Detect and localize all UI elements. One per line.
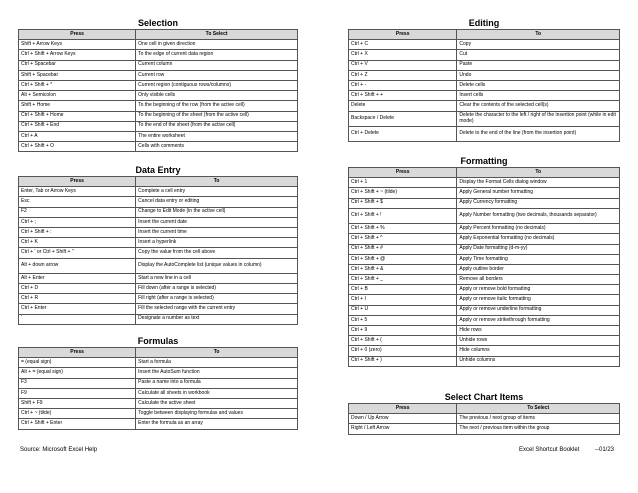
table-row: [349, 356, 620, 366]
shortcut-action-cell: Paste: [457, 60, 620, 70]
section-formulas: [18, 335, 298, 430]
column-header-press: Press: [349, 404, 457, 414]
shortcut-keys-cell: Ctrl + B: [349, 285, 457, 295]
shortcut-keys-cell: Ctrl + K: [19, 238, 136, 248]
table-row: [19, 131, 298, 141]
shortcut-table: [348, 29, 620, 142]
shortcut-table: [18, 176, 298, 325]
shortcut-keys-cell: Ctrl + Spacebar: [19, 60, 136, 70]
footer-page-number: --01/23: [595, 447, 615, 453]
shortcut-action-cell: Insert cells: [457, 91, 620, 101]
table-row: [19, 111, 298, 121]
shortcut-keys-cell: Delete: [349, 101, 457, 111]
column-header-press: Press: [19, 348, 136, 358]
shortcut-keys-cell: Ctrl + A: [19, 131, 136, 141]
shortcut-keys-cell: F3: [19, 378, 136, 388]
table-row: [349, 101, 620, 111]
section-title: Select Chart Items: [444, 392, 524, 402]
table-row: [349, 126, 620, 141]
table-row: [349, 91, 620, 101]
shortcut-keys-cell: Ctrl + ~ (tilde): [19, 409, 136, 419]
shortcut-keys-cell: Ctrl + Shift + (: [349, 336, 457, 346]
shortcut-keys-cell: = (equal sign): [19, 358, 136, 368]
shortcut-keys-cell: Ctrl + Shift + Home: [19, 111, 136, 121]
shortcut-keys-cell: Ctrl + ;: [19, 217, 136, 227]
table-row: [19, 409, 298, 419]
column-header-action: To Select: [136, 30, 298, 40]
table-row: [19, 197, 298, 207]
shortcut-keys-cell: ': [19, 314, 136, 324]
shortcut-action-cell: Unhide rows: [457, 336, 620, 346]
table-row: [19, 358, 298, 368]
table-row: [19, 368, 298, 378]
shortcut-action-cell: Designate a number as text: [136, 314, 298, 324]
shortcut-action-cell: The previous / next group of items: [457, 414, 620, 424]
shortcut-action-cell: Display the Format Cells dialog window: [457, 178, 620, 188]
shortcut-keys-cell: Ctrl + X: [349, 50, 457, 60]
shortcut-action-cell: Undo: [457, 70, 620, 80]
section-title: Selection: [137, 18, 178, 28]
table-row: [19, 40, 298, 50]
shortcut-action-cell: Change to Edit Mode (in the active cell): [136, 207, 298, 217]
shortcut-action-cell: Paste a name into a formula: [136, 378, 298, 388]
section-editing: [348, 17, 620, 142]
table-row: [19, 91, 298, 101]
shortcut-action-cell: Calculate the active sheet: [136, 398, 298, 408]
shortcut-keys-cell: Ctrl + D: [19, 284, 136, 294]
shortcut-keys-cell: Alt + down arrow: [19, 258, 136, 273]
shortcut-action-cell: Apply General number formatting: [457, 188, 620, 198]
table-row: [19, 187, 298, 197]
section-title: Formulas: [137, 336, 179, 346]
shortcut-table: [18, 347, 298, 430]
shortcut-keys-cell: Ctrl + Shift + *: [19, 80, 136, 90]
shortcut-action-cell: Insert the current time: [136, 227, 298, 237]
table-row: [19, 50, 298, 60]
shortcut-action-cell: Start a new line in a cell: [136, 273, 298, 283]
shortcut-action-cell: Apply Time formatting: [457, 254, 620, 264]
table-row: [19, 101, 298, 111]
shortcut-action-cell: Apply Exponential formatting (no decimals): [457, 234, 620, 244]
shortcut-action-cell: Remove all borders: [457, 275, 620, 285]
shortcut-keys-cell: Alt + Enter: [19, 273, 136, 283]
shortcut-table: [348, 167, 620, 367]
section-title: Editing: [468, 18, 500, 28]
shortcut-action-cell: Hide rows: [457, 326, 620, 336]
table-row: [349, 198, 620, 208]
shortcut-action-cell: Copy the value from the cell above: [136, 248, 298, 258]
shortcut-action-cell: The next / previous item within the group: [457, 424, 620, 434]
table-row: [19, 207, 298, 217]
shortcut-action-cell: One cell in given direction: [136, 40, 298, 50]
shortcut-action-cell: Calculate all sheets in workbook: [136, 388, 298, 398]
column-header-press: Press: [349, 168, 457, 178]
shortcut-keys-cell: Ctrl + Shift + #: [349, 244, 457, 254]
shortcut-action-cell: Fill right (after a range is selected): [136, 294, 298, 304]
shortcut-keys-cell: Ctrl + I: [349, 295, 457, 305]
section-selection: [18, 17, 298, 152]
shortcut-keys-cell: Ctrl + Shift + !: [349, 208, 457, 223]
table-row: [19, 398, 298, 408]
shortcut-action-cell: Apply Currency formatting: [457, 198, 620, 208]
shortcut-keys-cell: Ctrl + ' or Ctrl + Shift + ": [19, 248, 136, 258]
table-row: [19, 227, 298, 237]
shortcut-keys-cell: Shift + F9: [19, 398, 136, 408]
footer-booklet: Excel Shortcut Booklet: [519, 447, 580, 453]
shortcut-keys-cell: Ctrl + Shift + :: [19, 227, 136, 237]
shortcut-keys-cell: Shift + Spacebar: [19, 70, 136, 80]
shortcut-keys-cell: Ctrl + Shift + $: [349, 198, 457, 208]
shortcut-action-cell: To the end of the sheet (from the active cell): [136, 121, 298, 131]
table-row: [19, 217, 298, 227]
table-row: [19, 419, 298, 429]
table-row: [19, 248, 298, 258]
shortcut-keys-cell: Ctrl + C: [349, 40, 457, 50]
shortcut-keys-cell: Ctrl + Shift + End: [19, 121, 136, 131]
shortcut-keys-cell: Ctrl + Shift + %: [349, 224, 457, 234]
shortcut-action-cell: Display the AutoComplete list (unique values in column): [136, 258, 298, 273]
shortcut-keys-cell: Alt + = (equal sign): [19, 368, 136, 378]
table-row: [19, 378, 298, 388]
shortcut-keys-cell: Ctrl + R: [19, 294, 136, 304]
shortcut-action-cell: Apply or remove underline formatting: [457, 305, 620, 315]
table-row: [349, 208, 620, 223]
shortcut-action-cell: Fill the selected range with the current entry: [136, 304, 298, 314]
table-row: [349, 414, 620, 424]
column-header-press: Press: [19, 30, 136, 40]
shortcut-action-cell: Start a formula: [136, 358, 298, 368]
section-chart-items: [348, 391, 620, 435]
table-row: [349, 244, 620, 254]
shortcut-action-cell: Insert a hyperlink: [136, 238, 298, 248]
shortcut-keys-cell: Down / Up Arrow: [349, 414, 457, 424]
shortcut-action-cell: Cut: [457, 50, 620, 60]
table-row: [349, 326, 620, 336]
shortcut-keys-cell: Ctrl + Shift + &: [349, 264, 457, 274]
section-title: Formatting: [460, 156, 508, 166]
shortcut-action-cell: Enter the formula as an array: [136, 419, 298, 429]
shortcut-keys-cell: Backspace / Delete: [349, 111, 457, 126]
table-row: [19, 314, 298, 324]
shortcut-action-cell: Current row: [136, 70, 298, 80]
shortcut-keys-cell: Ctrl + 0 (zero): [349, 346, 457, 356]
shortcut-action-cell: Unhide columns: [457, 356, 620, 366]
shortcut-action-cell: Delete cells: [457, 80, 620, 90]
shortcut-action-cell: To the beginning of the row (from the active cell): [136, 101, 298, 111]
shortcut-keys-cell: Ctrl + Shift + Enter: [19, 419, 136, 429]
table-row: [349, 346, 620, 356]
shortcut-keys-cell: Ctrl + Delete: [349, 126, 457, 141]
table-row: [19, 388, 298, 398]
shortcut-action-cell: Insert the AutoSum function: [136, 368, 298, 378]
shortcut-table: [348, 403, 620, 435]
column-header-press: Press: [349, 30, 457, 40]
table-row: [19, 121, 298, 131]
table-row: [349, 275, 620, 285]
shortcut-keys-cell: Ctrl + Shift + _: [349, 275, 457, 285]
table-row: [349, 254, 620, 264]
table-row: [349, 305, 620, 315]
shortcut-action-cell: Fill down (after a range is selected): [136, 284, 298, 294]
footer-source: Source: Microsoft Excel Help: [20, 447, 98, 453]
shortcut-keys-cell: Alt + Semicolon: [19, 91, 136, 101]
column-header-action: To: [457, 30, 620, 40]
section-data-entry: [18, 164, 298, 325]
column-header-press: Press: [19, 177, 136, 187]
shortcut-action-cell: To the edge of current data region: [136, 50, 298, 60]
shortcut-action-cell: Apply Number formatting (two decimals, thousands separator): [457, 208, 620, 223]
table-row: [349, 224, 620, 234]
shortcut-action-cell: Hide columns: [457, 346, 620, 356]
shortcut-action-cell: Toggle between displaying formulas and values: [136, 409, 298, 419]
shortcut-action-cell: To the beginning of the sheet (from the active cell): [136, 111, 298, 121]
section-title: Data Entry: [135, 165, 181, 175]
shortcut-keys-cell: Enter, Tab or Arrow Keys: [19, 187, 136, 197]
shortcut-keys-cell: Ctrl + 1: [349, 178, 457, 188]
shortcut-keys-cell: Ctrl + U: [349, 305, 457, 315]
table-row: [19, 70, 298, 80]
table-row: [19, 80, 298, 90]
shortcut-keys-cell: Ctrl + Enter: [19, 304, 136, 314]
shortcut-keys-cell: Ctrl + 5: [349, 315, 457, 325]
shortcut-action-cell: Cells with comments: [136, 142, 298, 152]
table-row: [349, 285, 620, 295]
shortcut-action-cell: Apply or remove italic formatting: [457, 295, 620, 305]
shortcut-table: [18, 29, 298, 152]
shortcut-action-cell: Clear the contents of the selected cell(s): [457, 101, 620, 111]
table-row: [349, 315, 620, 325]
table-row: [19, 304, 298, 314]
table-row: [19, 142, 298, 152]
table-row: [349, 40, 620, 50]
shortcut-keys-cell: Shift + Arrow Keys: [19, 40, 136, 50]
table-row: [19, 60, 298, 70]
table-row: [19, 258, 298, 273]
table-row: [349, 234, 620, 244]
column-header-action: To: [136, 348, 298, 358]
shortcut-action-cell: Insert the current date: [136, 217, 298, 227]
shortcut-keys-cell: Right / Left Arrow: [349, 424, 457, 434]
table-row: [349, 70, 620, 80]
shortcut-keys-cell: Ctrl + Shift + ): [349, 356, 457, 366]
shortcut-keys-cell: Ctrl + Z: [349, 70, 457, 80]
table-row: [349, 60, 620, 70]
shortcut-action-cell: Current region (contiguous rows/columns): [136, 80, 298, 90]
column-header-action: To: [136, 177, 298, 187]
shortcut-action-cell: Apply or remove strikethrough formatting: [457, 315, 620, 325]
shortcut-action-cell: Delete the character to the left / right of the insertion point (while in edit mode): [457, 111, 620, 126]
shortcut-keys-cell: F2: [19, 207, 136, 217]
table-row: [349, 264, 620, 274]
shortcut-keys-cell: Ctrl + Shift + O: [19, 142, 136, 152]
column-header-action: To Select: [457, 404, 620, 414]
shortcut-keys-cell: Ctrl + Shift + @: [349, 254, 457, 264]
table-row: [19, 238, 298, 248]
table-row: [349, 336, 620, 346]
table-row: [349, 188, 620, 198]
shortcut-action-cell: Apply outline border: [457, 264, 620, 274]
table-row: [349, 295, 620, 305]
column-header-action: To: [457, 168, 620, 178]
shortcut-action-cell: Copy: [457, 40, 620, 50]
shortcut-keys-cell: Ctrl + Shift + ^: [349, 234, 457, 244]
shortcut-action-cell: The entire worksheet: [136, 131, 298, 141]
table-row: [19, 294, 298, 304]
shortcut-keys-cell: Ctrl + V: [349, 60, 457, 70]
table-row: [19, 273, 298, 283]
shortcut-keys-cell: F9: [19, 388, 136, 398]
shortcut-keys-cell: Ctrl + 9: [349, 326, 457, 336]
shortcut-action-cell: Delete to the end of the line (from the insertion point): [457, 126, 620, 141]
shortcut-action-cell: Complete a cell entry: [136, 187, 298, 197]
shortcut-keys-cell: Ctrl + Shift + +: [349, 91, 457, 101]
shortcut-keys-cell: Shift + Home: [19, 101, 136, 111]
table-row: [349, 178, 620, 188]
shortcut-action-cell: Apply or remove bold formatting: [457, 285, 620, 295]
shortcut-keys-cell: Ctrl + Shift + Arrow Keys: [19, 50, 136, 60]
section-formatting: [348, 155, 620, 367]
shortcut-action-cell: Cancel data entry or editing: [136, 197, 298, 207]
table-row: [19, 284, 298, 294]
shortcut-action-cell: Apply Percent formatting (no decimals): [457, 224, 620, 234]
shortcut-keys-cell: Ctrl + Shift + ~ (tilde): [349, 188, 457, 198]
shortcut-action-cell: Only visible cells: [136, 91, 298, 101]
table-row: [349, 50, 620, 60]
table-row: [349, 424, 620, 434]
shortcut-keys-cell: Ctrl + -: [349, 80, 457, 90]
table-row: [349, 80, 620, 90]
shortcut-keys-cell: Esc: [19, 197, 136, 207]
table-row: [349, 111, 620, 126]
shortcut-action-cell: Current column: [136, 60, 298, 70]
shortcut-action-cell: Apply Date formatting (d-m-yy): [457, 244, 620, 254]
